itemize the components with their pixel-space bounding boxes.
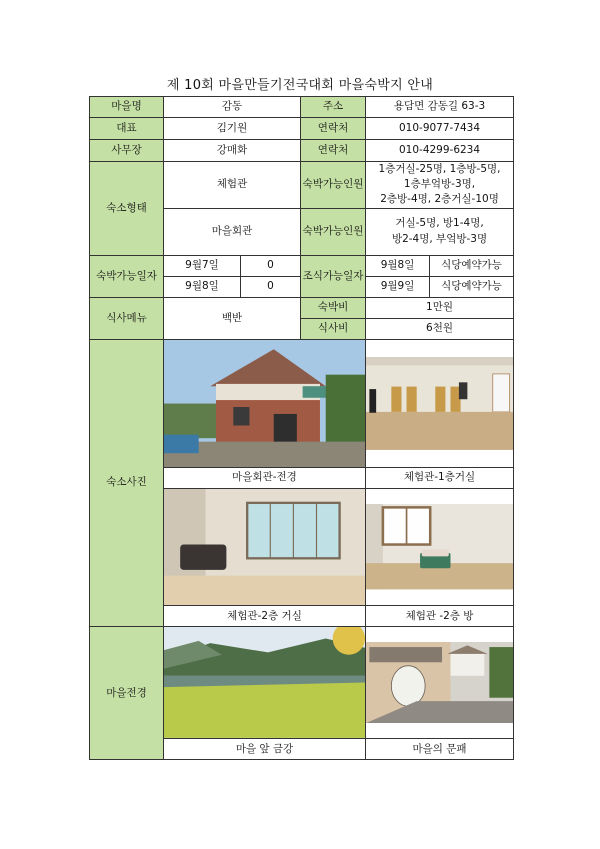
village-name-label: 마을명 (90, 97, 164, 118)
capacity-line: 거실-5명, 방1-4명, (395, 217, 484, 230)
page-title: 제 10회 마을만들기전국대회 마을숙박지 안내 (166, 78, 434, 93)
photo-center-hall-1f (366, 339, 514, 467)
photo-caption: 마을 앞 금강 (164, 739, 366, 760)
photo-caption: 마을의 문패 (366, 739, 514, 760)
manager-contact-label: 연락처 (301, 140, 366, 162)
breakfast-date: 9월8일 (366, 255, 430, 276)
manager-phone: 010-4299-6234 (366, 140, 514, 162)
lodging-name: 체험관 (164, 162, 301, 209)
photo-caption: 체험관-1층거실 (366, 467, 514, 488)
breakfast-note: 식당예약가능 (430, 276, 514, 297)
lodging-photos-label: 숙소사진 (90, 339, 164, 627)
address-value: 용담면 감동길 63-3 (366, 97, 514, 118)
meal-fee: 6천원 (366, 318, 514, 339)
photo-caption: 체험관 -2층 방 (366, 606, 514, 627)
breakfast-date: 9월9일 (366, 276, 430, 297)
photo-village-sign (366, 627, 514, 739)
lodging-name: 마을회관 (164, 208, 301, 255)
representative-label: 대표 (90, 118, 164, 140)
manager-name: 강매화 (164, 140, 301, 162)
lodging-type-label: 숙소형태 (90, 162, 164, 256)
representative-name: 김기원 (164, 118, 301, 140)
photo-center-hall-2f-living (164, 488, 366, 606)
capacity-line: 1층거실-25명, 1층방-5명, (378, 163, 501, 175)
photo-center-hall-2f-room (366, 488, 514, 606)
rep-contact-label: 연락처 (301, 118, 366, 140)
capacity-line: 방2-4명, 부엌방-3명 (391, 232, 488, 245)
photo-village-hall-exterior (164, 339, 366, 467)
rep-phone: 010-9077-7434 (366, 118, 514, 140)
meal-menu: 백반 (164, 297, 301, 339)
scenery-label: 마을전경 (90, 627, 164, 760)
capacity-label: 숙박가능인원 (301, 208, 366, 255)
lodging-capacity (366, 208, 514, 255)
stay-dates-label: 숙박가능일자 (90, 255, 164, 297)
lodging-info-table (89, 96, 514, 760)
manager-label: 사무장 (90, 140, 164, 162)
lodging-capacity (366, 162, 514, 209)
stay-count: 0 (241, 255, 301, 276)
village-name: 감동 (164, 97, 301, 118)
capacity-line: 1층부엌방-3명, (403, 178, 476, 191)
meal-menu-label: 식사메뉴 (90, 297, 164, 339)
stay-date: 9월7일 (164, 255, 241, 276)
breakfast-note: 식당예약가능 (430, 255, 514, 276)
breakfast-dates-label: 조식가능일자 (301, 255, 366, 297)
capacity-line: 2층방-4명, 2층거실-10명 (380, 193, 499, 206)
photo-caption: 체험관-2층 거실 (164, 606, 366, 627)
meal-fee-label: 식사비 (301, 318, 366, 339)
stay-date: 9월8일 (164, 276, 241, 297)
photo-caption: 마을회관-전경 (164, 467, 366, 488)
lodging-fee: 1만원 (366, 297, 514, 318)
address-label: 주소 (301, 97, 366, 118)
photo-geum-river (164, 627, 366, 739)
lodging-fee-label: 숙박비 (301, 297, 366, 318)
capacity-label: 숙박가능인원 (301, 162, 366, 209)
stay-count: 0 (241, 276, 301, 297)
